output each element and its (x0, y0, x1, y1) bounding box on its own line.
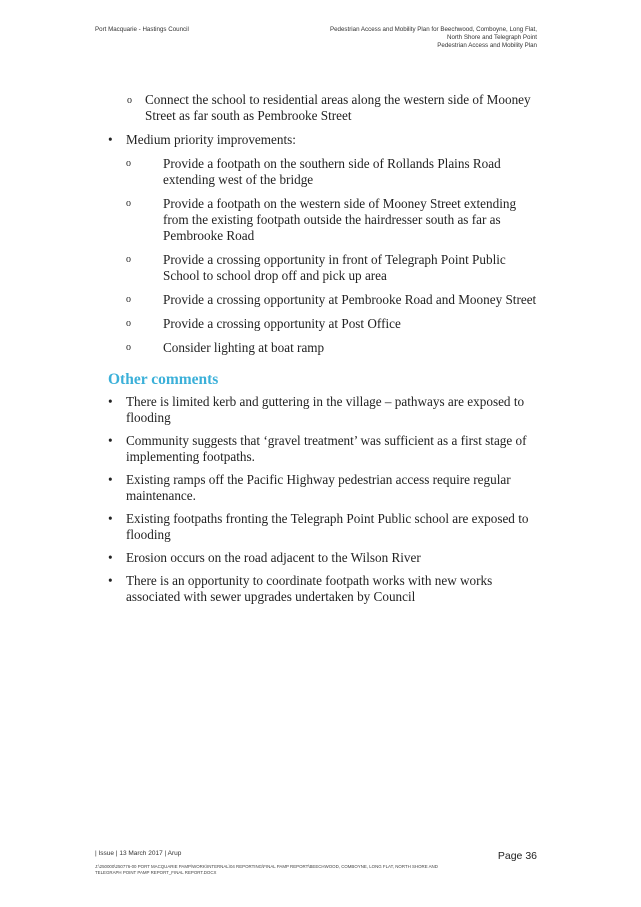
header-document-title (330, 26, 537, 50)
hollow-bullet-icon: o (126, 294, 131, 305)
medium-priority-item (108, 132, 538, 356)
medium-priority-sub-list (126, 156, 538, 356)
bullet-icon: • (108, 511, 113, 526)
other-comments-heading: Other comments (108, 371, 219, 388)
sub-item-text: Provide a crossing opportunity at Pembrooke Road and Mooney Street (163, 292, 537, 307)
sub-list-item (126, 252, 538, 284)
hollow-bullet-icon: o (127, 95, 132, 106)
header-title-line-2: North Shore and Telegraph Point (446, 34, 537, 41)
header-title-line-3: Pedestrian Access and Mobility Plan (437, 42, 537, 49)
comment-item (108, 511, 538, 543)
bullet-icon: • (108, 573, 113, 588)
comment-item (108, 573, 538, 605)
sub-item-text: Provide a footpath on the southern side of Rollands Plains Road extending west of the bridge (163, 156, 501, 187)
sub-list-item (126, 340, 538, 356)
comment-text: Erosion occurs on the road adjacent to the Wilson River (126, 550, 421, 565)
comment-item (108, 394, 538, 426)
footer-file-path: J:\250000\250776-00 PORT MACQUARIE PAMP\WORK\INTERNAL\04 REPORTING\FINAL PAMP REPORT\BEECHWOOD, COMBOYNE, LONG FLAT, NORTH SHORE AND TELEGRAPH POINT PAMP REPORT_FINAL REPORT.DOCX (95, 864, 438, 875)
sub-list-item (126, 316, 538, 332)
comment-text: There is an opportunity to coordinate footpath works with new works associated with sewer upgrades undertaken by Council (126, 573, 493, 604)
sub-list-item (126, 156, 538, 188)
footer-issue-info: | Issue | 13 March 2017 | Arup (95, 850, 182, 857)
bullet-icon: • (108, 433, 113, 448)
bullet-icon: • (108, 132, 113, 147)
priority-list (108, 132, 538, 356)
comment-item (108, 550, 538, 566)
sub-item-text: Provide a crossing opportunity in front of Telegraph Point Public School to school drop off and pick up area (163, 252, 506, 283)
sub-list-item (108, 92, 538, 124)
comment-text: Existing footpaths fronting the Telegraph Point Public school are exposed to flooding (126, 511, 529, 542)
sub-item-text: Connect the school to residential areas along the western side of Mooney Street as far south as Pembrooke Street (145, 92, 531, 123)
sub-item-text: Consider lighting at boat ramp (163, 340, 325, 355)
sub-list-item (126, 292, 538, 308)
hollow-bullet-icon: o (126, 318, 131, 329)
bullet-icon: • (108, 472, 113, 487)
comment-text: Community suggests that ‘gravel treatment’ was sufficient as a first stage of implementing footpaths. (126, 433, 527, 464)
bullet-icon: • (108, 550, 113, 565)
comment-item (108, 433, 538, 465)
bullet-icon: • (108, 394, 113, 409)
hollow-bullet-icon: o (126, 254, 131, 265)
comment-item (108, 472, 538, 504)
sub-item-text: Provide a footpath on the western side of Mooney Street extending from the existing footpath outside the hairdresser south as far as Pembrooke Road (163, 196, 517, 243)
page-content (108, 92, 538, 612)
header-organization: Port Macquarie - Hastings Council (95, 26, 189, 33)
medium-priority-label: Medium priority improvements: (126, 132, 296, 147)
top-sub-list (108, 92, 538, 124)
hollow-bullet-icon: o (126, 342, 131, 353)
other-comments-list (108, 394, 538, 605)
hollow-bullet-icon: o (126, 158, 131, 169)
header-title-line-1: Pedestrian Access and Mobility Plan for Beechwood, Comboyne, Long Flat, (329, 26, 537, 33)
sub-item-text: Provide a crossing opportunity at Post Office (163, 316, 401, 331)
comment-text: Existing ramps off the Pacific Highway pedestrian access require regular maintenance. (126, 472, 511, 503)
page-number: Page 36 (497, 850, 537, 862)
page-footer (95, 850, 537, 875)
comment-text: There is limited kerb and guttering in the village – pathways are exposed to flooding (126, 394, 525, 425)
sub-list-item (126, 196, 538, 244)
hollow-bullet-icon: o (126, 198, 131, 209)
